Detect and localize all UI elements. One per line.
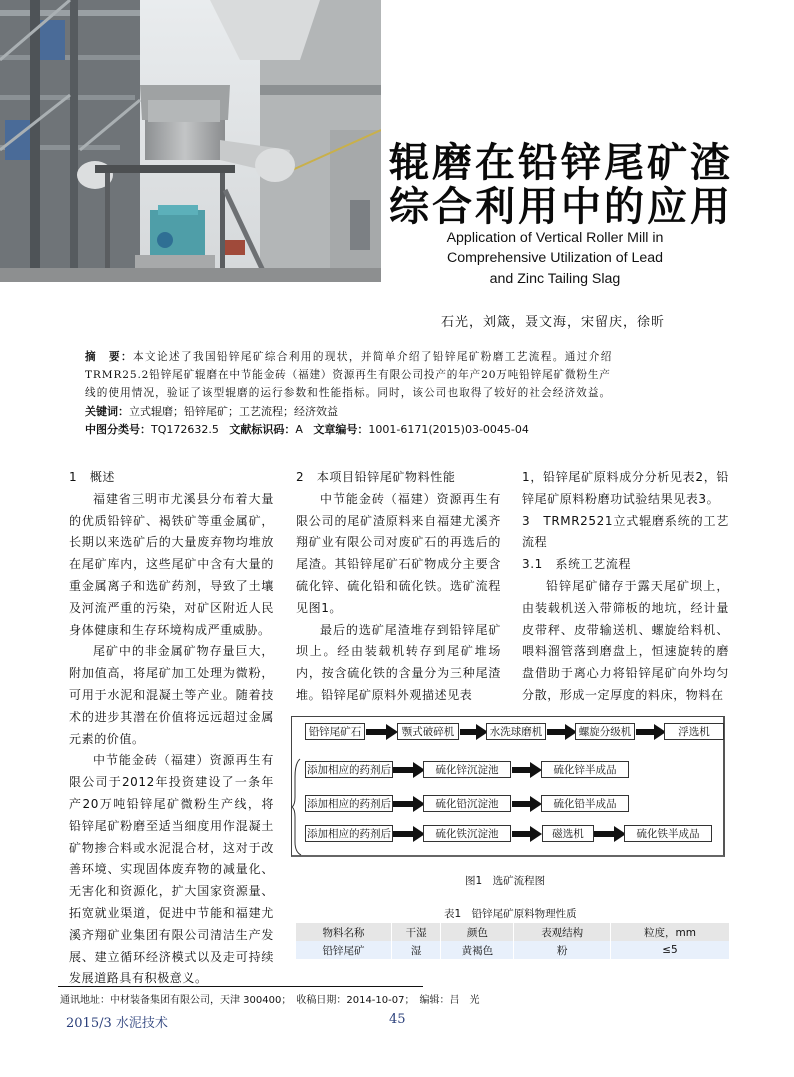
flow-arrow-icon (512, 798, 542, 810)
flow-box-zinc-sediment-tank: 硫化锌沉淀池 (423, 761, 511, 778)
table-cell: ≤5 (610, 941, 729, 959)
flow-arrow-icon (393, 828, 425, 840)
flow-box-lead-sediment-tank: 硫化铅沉淀池 (423, 795, 511, 812)
flow-box-lead-zinc-tailing: 铅锌尾矿石 (305, 723, 365, 740)
footer-journal: 2015/3 水泥技术 (66, 1016, 168, 1031)
flow-box-jaw-crusher: 颚式破碎机 (397, 723, 459, 740)
figure-1-caption: 图1 选矿流程图 (465, 875, 546, 887)
flow-box-iron-semi-product: 硫化铁半成品 (624, 825, 712, 842)
table-row (296, 941, 730, 959)
section-3-1-paragraph-1: 铅锌尾矿储存于露天尾矿坝上，由装载机送入带筛板的地坑，经计量皮带秤、皮带输送机、螺旋给料机、喂料溜管落到磨盘上，恒速旋转的磨盘借助于离心力将铅锌尾矿向外均匀分散，形成一定厚度的料床，物料在 (522, 578, 729, 702)
figure-1-flowchart (291, 716, 725, 857)
title-en-line1: Application of Vertical Roller Mill in (446, 230, 664, 246)
flow-box-zinc-semi-product: 硫化锌半成品 (541, 761, 629, 778)
flow-box-add-reagent-iron: 添加相应的药剂后 (305, 825, 393, 842)
doc-code-label: 文献标识码： (229, 423, 296, 436)
keywords-line (85, 403, 338, 420)
flow-arrow-icon (512, 764, 542, 776)
keywords: 立式辊磨；铅锌尾矿；工艺流程；经济效益 (129, 405, 338, 418)
table-header-cell: 物料名称 (296, 923, 391, 941)
keywords-label: 关键词： (85, 405, 129, 418)
hero-photo-roller-mill (0, 0, 381, 282)
doc-code: A (295, 423, 303, 436)
page-number: 45 (389, 1012, 406, 1027)
flow-arrow-icon (636, 726, 666, 738)
column-1 (69, 467, 274, 990)
table-header-cell: 表观结构 (514, 923, 611, 941)
section-2-heading: 2 本项目铅锌尾矿物料性能 (296, 470, 456, 484)
section-1-paragraph-3: 中节能金砖（福建）资源再生有限公司于2012年投资建设了一条年产20万吨铅锌尾矿微粉生产线，将铅锌尾矿粉磨至适当细度用作混凝土矿物掺合料或水泥混合材，这对于改善环境、实现固体废弃物的减量化、无害化和资源化，扩大国家资源量、拓宽就业渠道，促进中节能和福建尤溪齐翔矿业集团有限公司清洁生产发展、建立循环经济模式以及走可持续发展道路具有积极意义。 (69, 753, 274, 986)
table-1-caption: 表1 铅锌尾矿原料物理性质 (444, 908, 577, 920)
section-2-paragraph-2-cont: 1，铅锌尾矿原料成分分析见表2，铅锌尾矿原料粉磨功试验结果见表3。 (522, 470, 729, 506)
section-1-paragraph-2: 尾矿中的非金属矿物存量巨大，附加值高，将尾矿加工处理为微粉，可用于水泥和混凝土等产业。随着技术的进步其潜在价值将远远超过金属元素的价值。 (69, 644, 274, 746)
clc-label: 中图分类号： (85, 423, 151, 436)
table-cell: 湿 (391, 941, 440, 959)
roller-mill-photo-illustration (0, 0, 381, 282)
table-cell: 粉 (514, 941, 611, 959)
flow-box-spiral-classifier: 螺旋分级机 (575, 723, 635, 740)
flow-box-lead-semi-product: 硫化铅半成品 (541, 795, 629, 812)
flow-box-iron-sediment-tank: 硫化铁沉淀池 (423, 825, 511, 842)
clc-number: TQ172632.5 (151, 423, 219, 436)
section-2-paragraph-1: 中节能金砖（福建）资源再生有限公司的尾矿渣原料来自福建尤溪齐翔矿业有限公司对废矿石的再选后的尾渣。其铅锌尾矿石矿物成分主要含硫化锌、硫化铅和硫化铁。选矿流程见图1。 (296, 491, 501, 615)
article-no-label: 文章编号： (313, 423, 369, 436)
flow-arrow-icon (366, 726, 398, 738)
abstract-line-1 (85, 349, 613, 366)
authors: 石光，刘箴，聂文海，宋留庆，徐昕 (441, 315, 666, 330)
flow-box-magnetic-separator: 磁选机 (542, 825, 594, 842)
classification-line (85, 421, 529, 438)
table-cell: 黄褐色 (441, 941, 514, 959)
abstract-label: 摘 要： (85, 351, 133, 363)
section-1-paragraph-1: 福建省三明市尤溪县分布着大量的优质铅锌矿、褐铁矿等重金属矿，长期以来选矿后的大量废弃物均堆放在尾矿库内，这些尾矿中含有大量的重金属离子和选矿药剂，导致了土壤及河流严重的污染，对矿区附近人民身体健康和生存环境构成严重威胁。 (69, 491, 274, 637)
flow-box-add-reagent-zinc: 添加相应的药剂后 (305, 761, 393, 778)
flow-box-ball-mill: 水洗球磨机 (486, 723, 546, 740)
article-no: 1001-6171(2015)03-0045-04 (368, 423, 529, 436)
footer-address: 通讯地址：中材装备集团有限公司，天津 300400； 收稿日期：2014-10-07； 编辑：吕 光 (60, 995, 480, 1006)
table-header-cell: 干湿 (391, 923, 440, 941)
flow-arrow-icon (512, 828, 542, 840)
column-3 (522, 467, 729, 707)
table-1 (296, 923, 730, 959)
table-header-row (296, 923, 730, 941)
flow-arrow-icon (594, 828, 626, 840)
title-en-line3: and Zinc Tailing Slag (489, 271, 621, 287)
title-cn-line1: 辊磨在铅锌尾矿渣 (389, 140, 733, 186)
table-header-cell: 粒度，mm (610, 923, 729, 941)
title-cn-line2: 综合利用中的应用 (389, 184, 733, 230)
section-1-heading: 1 概述 (69, 470, 116, 484)
table-header-cell: 颜色 (441, 923, 514, 941)
column-2 (296, 467, 501, 707)
flow-arrow-icon (393, 764, 425, 776)
table-cell: 铅锌尾矿 (296, 941, 391, 959)
abstract-text-2: TRMR25.2铅锌尾矿辊磨在中节能金砖（福建）资源再生有限公司投产的年产20万吨铅锌尾矿微粉生产 (85, 369, 611, 381)
flow-box-flotation: 浮选机 (664, 723, 724, 740)
footer-divider (58, 986, 423, 987)
title-en-line2: Comprehensive Utilization of Lead (446, 250, 664, 266)
flow-arrow-icon (460, 726, 488, 738)
section-3-1-heading: 3.1 系统工艺流程 (522, 557, 632, 572)
abstract-text-1: 本文论述了我国铅锌尾矿综合利用的现状，并简单介绍了铅锌尾矿粉磨工艺流程。通过介绍 (132, 351, 613, 363)
section-2-paragraph-2: 最后的选矿尾渣堆存到铅锌尾矿坝上。经由装载机转存到尾矿堆场内，按含硫化铁的含量分为三种尾渣堆。铅锌尾矿原料外观描述见表 (296, 622, 501, 702)
abstract-text-3: 线的使用情况，验证了该型辊磨的运行参数和性能指标。同时，该公司也取得了较好的社会经济效益。 (85, 387, 612, 399)
flow-arrow-icon (393, 798, 425, 810)
section-3-heading: 3 TRMR2521立式辊磨系统的工艺流程 (522, 513, 729, 550)
brace-icon (292, 757, 304, 857)
flow-box-add-reagent-lead: 添加相应的药剂后 (305, 795, 393, 812)
flow-arrow-icon (547, 726, 577, 738)
